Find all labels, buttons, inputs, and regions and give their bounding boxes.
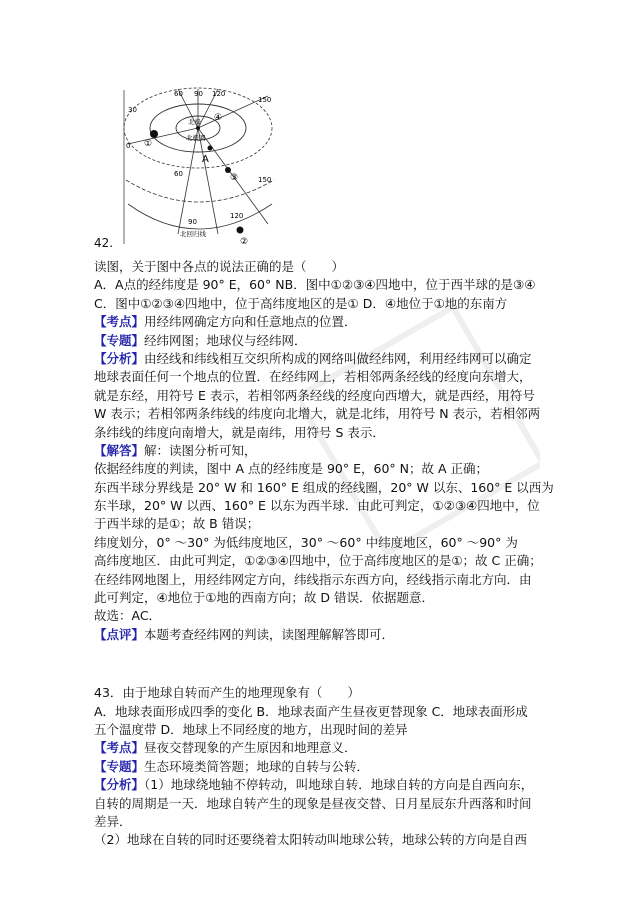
q42-jieda-line: 在经纬网地图上，用经纬网定方向，纬线指示东西方向，经线指示南北方向．由: [94, 571, 532, 587]
point-a-label: A: [202, 154, 209, 165]
lon-label: 120: [230, 212, 244, 220]
jieda-text: 解：读图分析可知，: [144, 442, 257, 458]
kaodian-text: 昼夜交替现象的产生原因和地理意义．: [144, 740, 357, 756]
lon-label: 150: [258, 96, 272, 104]
lon-label: 90: [188, 218, 197, 226]
circled-number-label: ④: [214, 113, 223, 123]
q42-jieda-line: 于西半球的是①；故 B 错误；: [94, 516, 260, 532]
q42-dianping: [94, 626, 554, 644]
arctic-circle-label: 北极圈: [186, 134, 206, 142]
q43-options: A．地球表面形成四季的变化 B．地球表面产生昼夜更替现象 C．地球表面形成: [94, 703, 528, 719]
lon-label: 60: [174, 170, 183, 178]
tropic-label: 北回归线: [180, 230, 206, 238]
q42-jieda-line: 东半球，20° W 以西、160° E 以东为西半球．由此可判定，①②③④四地中，位: [94, 498, 540, 514]
q43-fenxi-line: 差异．: [94, 813, 132, 829]
point-1-marker: [150, 130, 158, 138]
document-body: [94, 258, 554, 850]
lon-label: 30: [128, 106, 137, 114]
q42-jieda-line: 高纬度地区．由此可判定，①②③④四地中，位于高纬度地区的是①；故 C 正确；: [94, 553, 542, 569]
q42-option-ab: A．A点的经纬度是 90° E，60° NB．图中①②③④四地中，位于西半球的是③④: [94, 277, 536, 293]
circled-number-label: ①: [144, 139, 153, 149]
q43-fenxi-line: （2）地球在自转的同时还要绕着太阳转动叫地球公转，地球公转的方向是自西: [94, 832, 527, 848]
lon-label: 90: [194, 90, 203, 98]
q42-jieda-line: 纬度划分，0° ～30° 为低纬度地区，30° ～60° 中纬度地区，60° ～90° 为: [94, 534, 518, 550]
q42-zhuanti: [94, 332, 554, 350]
polar-map-figure: [118, 84, 278, 246]
point-2-marker: [237, 227, 244, 234]
q43-fenxi: [94, 776, 554, 794]
q43-fenxi-line: 自转的周期是一天．地球自转产生的现象是昼夜交替、日月星辰东升西落和时间: [94, 795, 532, 811]
dianping-text: 本题考查经纬网的判读，读图理解解答即可．: [144, 626, 395, 642]
q43-kaodian: [94, 739, 554, 757]
q42-jieda-line: 此可判定，④地位于①地的西南方向；故 D 错误．依据题意．: [94, 590, 434, 606]
lon-label: 60: [174, 90, 183, 98]
q42-kaodian: [94, 313, 554, 331]
lon-label: 150: [258, 176, 272, 184]
zhuanti-tag: 【专题】: [94, 758, 145, 774]
question-42-number: 42.: [94, 236, 114, 250]
north-pole-marker: [196, 126, 200, 130]
kaodian-tag: 【考点】: [94, 740, 145, 756]
point-a-marker: [208, 146, 213, 151]
zhuanti-text: 经纬网图；地球仪与经纬网．: [144, 332, 307, 348]
zhuanti-text: 生态环境类简答题；地球的自转与公转．: [144, 758, 370, 774]
q42-jieda-line: 东西半球分界线是 20° W 和 160° E 组成的经线圈，20° W 以东、160° E 以西为: [94, 479, 554, 495]
q42-fenxi-line: 条纬线的纬度向南增大，就是南纬，用符号 S 表示．: [94, 424, 385, 440]
fenxi-text: 由经线和纬线相互交织所构成的网络叫做经纬网，利用经纬网可以确定: [144, 350, 532, 366]
q42-jieda-line: 依据经纬度的判读，图中 A 点的经纬度是 90° E，60° N；故 A 正确；: [94, 461, 488, 477]
lon-label: 120: [212, 90, 226, 98]
q42-fenxi-line: W 表示；若相邻两条纬线的纬度向北增大，就是北纬，用符号 N 表示，若相邻两: [94, 406, 541, 422]
q43-options: 五个温度带 D．地球上不同经度的地方，出现时间的差异: [94, 721, 408, 737]
q43-stem: 43．由于地球自转而产生的地理现象有（ ）: [94, 685, 360, 701]
q42-fenxi-line: 就是东经，用符号 E 表示，若相邻两条经线的经度向西增大，就是西经，用符号: [94, 387, 535, 403]
north-pole-label: 北极: [188, 118, 201, 126]
fenxi-tag: 【分析】: [94, 350, 145, 366]
fenxi-text: （1）地球绕地轴不停转动，叫地球自转．地球自转的方向是自西向东，: [144, 777, 534, 793]
q42-stem: 读图，关于图中各点的说法正确的是（ ）: [94, 259, 345, 274]
q42-option-cd: C．图中①②③④四地中，位于高纬度地区的是① D．④地位于①地的东南方: [94, 295, 508, 311]
fenxi-tag: 【分析】: [94, 777, 145, 793]
zhuanti-tag: 【专题】: [94, 332, 145, 348]
q43-zhuanti: [94, 758, 554, 776]
q42-fenxi: [94, 350, 554, 368]
dianping-tag: 【点评】: [94, 626, 145, 642]
q42-jieda: [94, 442, 554, 460]
spacer: [94, 670, 554, 684]
spacer: [94, 644, 554, 670]
circled-number-label: ③: [230, 173, 239, 183]
circled-number-label: ②: [240, 237, 249, 246]
jieda-tag: 【解答】: [94, 442, 145, 458]
kaodian-text: 用经纬网确定方向和任意地点的位置．: [144, 314, 357, 330]
lon-label: 0: [126, 142, 131, 150]
q42-fenxi-line: 地球表面任何一个地点的位置．在经纬网上，若相邻两条经线的经度向东增大，: [94, 369, 532, 385]
kaodian-tag: 【考点】: [94, 314, 145, 330]
q42-answer: 故选：AC．: [94, 608, 162, 624]
